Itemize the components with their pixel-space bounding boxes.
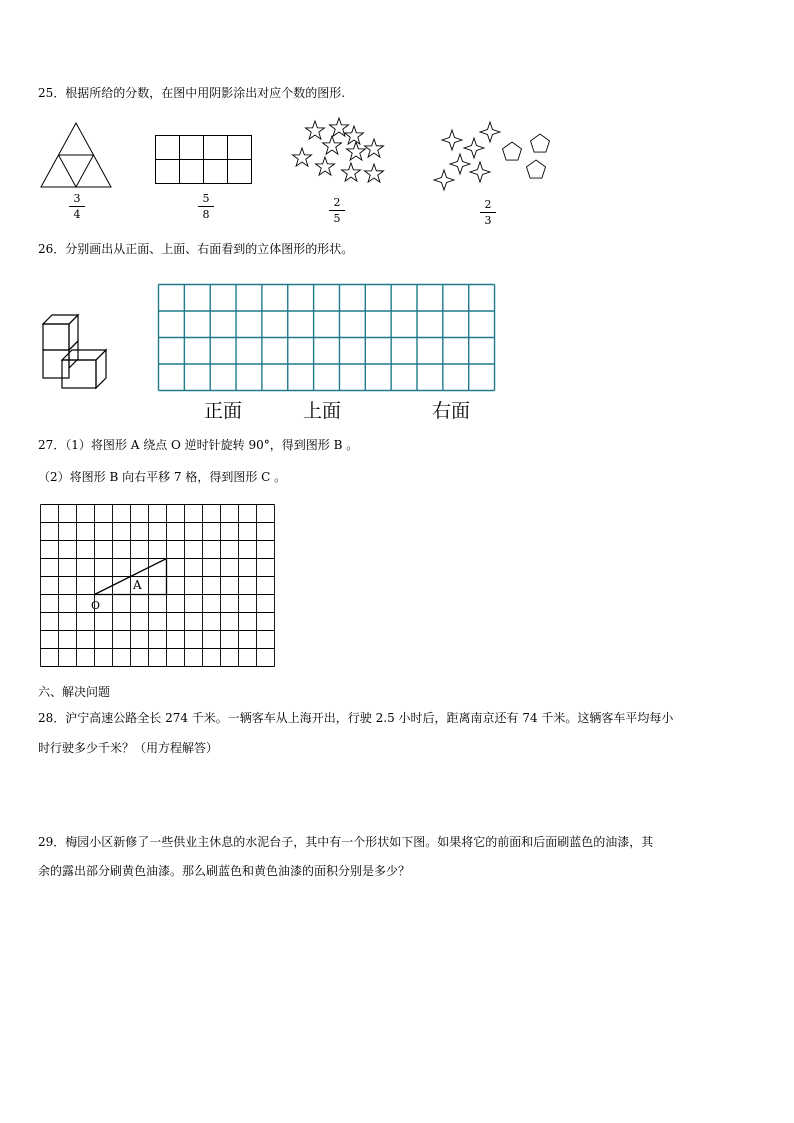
question-27-line1: 27．（1）将图形 A 绕点 O 逆时针旋转 90°，得到图形 B 。 bbox=[38, 438, 359, 452]
label-top-view: 上面 bbox=[303, 400, 342, 422]
shape-a-label: A bbox=[133, 578, 142, 592]
question-28-line2: 时行驶多少千米？（用方程解答） bbox=[38, 741, 219, 755]
rectangle-grid-figure bbox=[155, 135, 253, 185]
section-6-title: 六、解决问题 bbox=[38, 685, 111, 699]
label-front-view: 正面 bbox=[204, 400, 243, 422]
fraction-2-3: 2 3 bbox=[476, 198, 500, 227]
label-right-view: 右面 bbox=[432, 400, 471, 422]
fraction-5-8: 5 8 bbox=[194, 192, 218, 221]
fraction-3-4: 3 4 bbox=[65, 192, 89, 221]
question-29-line2: 余的露出部分刷黄色油漆。那么刷蓝色和黄色油漆的面积分别是多少？ bbox=[38, 864, 411, 878]
question-26-title: 26．分别画出从正面、上面、右面看到的立体图形的形状。 bbox=[38, 242, 354, 256]
five-point-stars-figure bbox=[288, 116, 388, 196]
answer-grid-q27[interactable] bbox=[40, 504, 276, 668]
question-27-line2: （2）将图形 B 向右平移 7 格，得到图形 C 。 bbox=[38, 470, 287, 484]
point-o-label: O bbox=[91, 599, 101, 612]
question-29-line1: 29．梅园小区新修了一些供业主休息的水泥台子，其中有一个形状如下图。如果将它的前面和后面刷蓝色的油漆，其 bbox=[38, 835, 654, 849]
question-25-title: 25．根据所给的分数，在图中用阴影涂出对应个数的图形. bbox=[38, 86, 346, 100]
question-28-line1: 28．沪宁高速公路全长 274 千米。一辆客车从上海开出，行驶 2.5 小时后，距离南京还有 74 千米。这辆客车平均每小 bbox=[38, 711, 674, 725]
cube-stack-figure bbox=[40, 314, 110, 390]
answer-grid-q26[interactable] bbox=[158, 284, 496, 392]
fraction-2-5: 2 5 bbox=[325, 196, 349, 225]
four-point-stars-and-pentagons-figure bbox=[432, 118, 562, 194]
triangle-figure bbox=[40, 122, 112, 188]
